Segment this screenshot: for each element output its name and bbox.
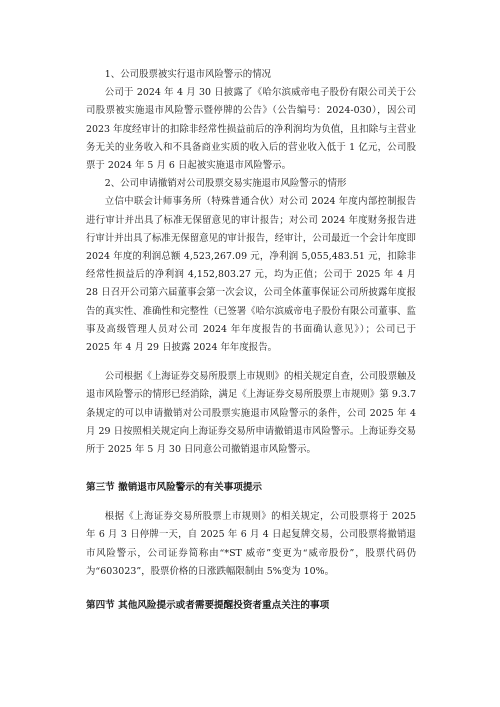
section-4-heading: 第四节 其他风险提示或者需要提醒投资者重点关注的事项 xyxy=(86,600,330,612)
section-2-body-2: 公司根据《上海证券交易所股票上市规则》的相关规定自查，公司股票触及退市风险警示的情形已经消除，满足《上海证券交易所股票上市规则》第 9.3.7 条规定的可以申请撤销对公司股票实施退市风险警示的条件，公司 2025 年 4 月 29 日按照相关规定向上海证券交易所申请撤销退市风险警示。上海证券交易所于 2025 年 5 月 30 日同意公司撤销退市风险警示。 xyxy=(86,371,416,456)
section-1-title: 1、公司股票被实行退市风险警示的情况 xyxy=(104,69,272,80)
section-3-body: 根据《上海证券交易所股票上市规则》的相关规定，公司股票将于 2025 年 6 月 3 日停牌一天，自 2025 年 6 月 4 日起复牌交易，公司股票将撤销退市风险警示，公司证券简称由“*ST 威帝”变更为“威帝股份”，股票代码仍为“603023”，股票价格的日涨跌幅限制由 5%变为 10%。 xyxy=(86,511,416,577)
section-2-body-1: 立信中联会计师事务所（特殊普通合伙）对公司 2024 年度内部控制报告进行审计并出具了标准无保留意见的审计报告；对公司 2024 年度财务报告进行审计并出具了标准无保留意见的审计报告，经审计，公司最近一个会计年度即 2024 年度的利润总额 4,523,267.09 元，净利润 5,055,483.51 元，扣除非经常性损益后的净利润 4,152,803.27 元，均为正值；公司于 2025 年 4 月 28 日召开公司第六届董事会第一次会议，公司全体董事保证公司所披露年度报告的真实性、准确性和完整性（已签署《哈尔滨威帝电子股份有限公司董事、监事及高级管理人员对公司 2024 年年度报告的书面确认意见》）；公司已于 2025 年 4 月 29 日披露 2024 年年度报告。 xyxy=(86,196,416,354)
section-1-body: 公司于 2024 年 4 月 30 日披露了《哈尔滨威帝电子股份有限公司关于公司股票被实施退市风险警示暨停牌的公告》（公告编号：2024-030），因公司 2023 年度经审计的扣除非经常性损益前后的净利润均为负值，且扣除与主营业务无关的业务收入和不具备商业实质的收入后的营业收入低于 1 亿元，公司股票于 2024 年 5 月 6 日起被实施退市风险警示。 xyxy=(86,87,416,172)
section-3-heading: 第三节 撤销退市风险警示的有关事项提示 xyxy=(86,482,263,494)
document-page xyxy=(86,66,416,615)
section-2-title: 2、公司申请撤销对公司股票交易实施退市风险警示的情形 xyxy=(104,178,347,190)
